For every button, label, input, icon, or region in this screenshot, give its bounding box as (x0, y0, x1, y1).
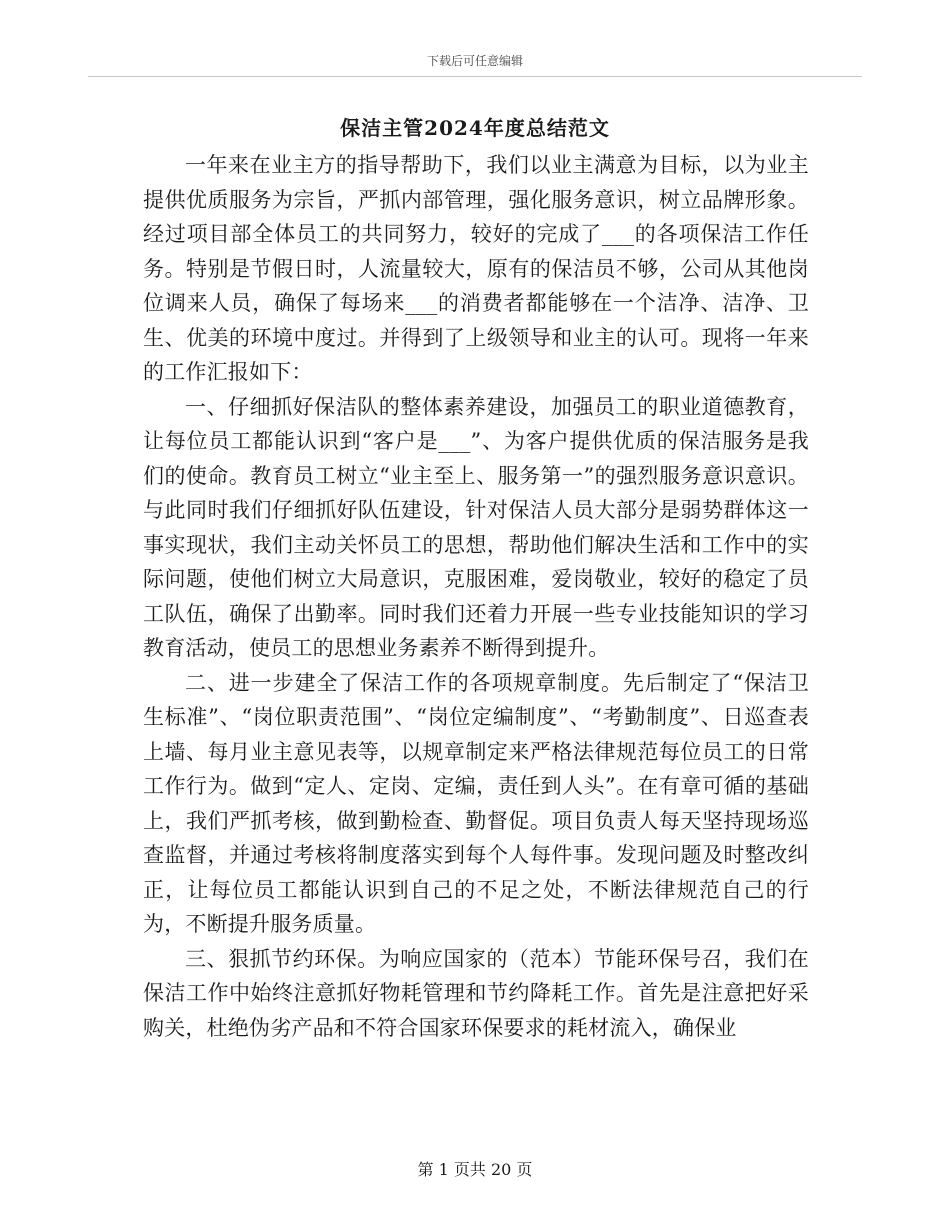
paragraph-section-1: 一、仔细抓好保洁队的整体素养建设，加强员工的职业道德教育，让每位员工都能认识到“客户是___”、为客户提供优质的保洁服务是我们的使命。教育员工树立“业主至上、服务第一”的强烈服务意识意识。与此同时我们仔细抓好队伍建设，针对保洁人员大部分是弱势群体这一事实现状，我们主动关怀员工的思想，帮助他们解决生活和工作中的实际问题，使他们树立大局意识，克服困难，爱岗敬业，较好的稳定了员工队伍，确保了出勤率。同时我们还着力开展一些专业技能知识的学习教育活动，使员工的思想业务素养不断得到提升。 (143, 394, 809, 660)
paragraph-section-3: 三、狠抓节约环保。为响应国家的（范本）节能环保号召，我们在保洁工作中始终注意抓好物耗管理和节约降耗工作。首先是注意把好采购关，杜绝伪劣产品和不符合国家环保要求的耗材流入，确保业 (143, 946, 809, 1040)
page-header-note: 下载后可任意编辑 (426, 54, 523, 68)
paragraph-intro: 一年来在业主方的指导帮助下，我们以业主满意为目标，以为业主提供优质服务为宗旨，严抓内部管理，强化服务意识，树立品牌形象。经过项目部全体员工的共同努力，较好的完成了___的各项保洁工作任务。特别是节假日时，人流量较大，原有的保洁员不够，公司从其他岗位调来人员，确保了每场来___的消费者都能够在一个洁净、洁净、卫生、优美的环境中度过。并得到了上级领导和业主的认可。现将一年来的工作汇报如下： (143, 153, 809, 384)
header-divider (88, 76, 862, 77)
page-number-footer: 第 1 页共 20 页 (417, 1160, 533, 1179)
document-title: 保洁主管2024年度总结范文 (340, 116, 610, 140)
paragraph-section-2: 二、进一步建全了保洁工作的各项规章制度。先后制定了“保洁卫生标准”、“岗位职责范围”、“岗位定编制度”、“考勤制度”、日巡查表上墙、每月业主意见表等，以规章制定来严格法律规范每位员工的日常工作行为。做到“定人、定岗、定编，责任到人头”。在有章可循的基础上，我们严抓考核，做到勤检查、勤督促。项目负责人每天坚持现场巡查监督，并通过考核将制度落实到每个人每件事。发现问题及时整改纠正，让每位员工都能认识到自己的不足之处，不断法律规范自己的行为，不断提升服务质量。 (143, 670, 809, 936)
document-body (143, 148, 809, 1045)
